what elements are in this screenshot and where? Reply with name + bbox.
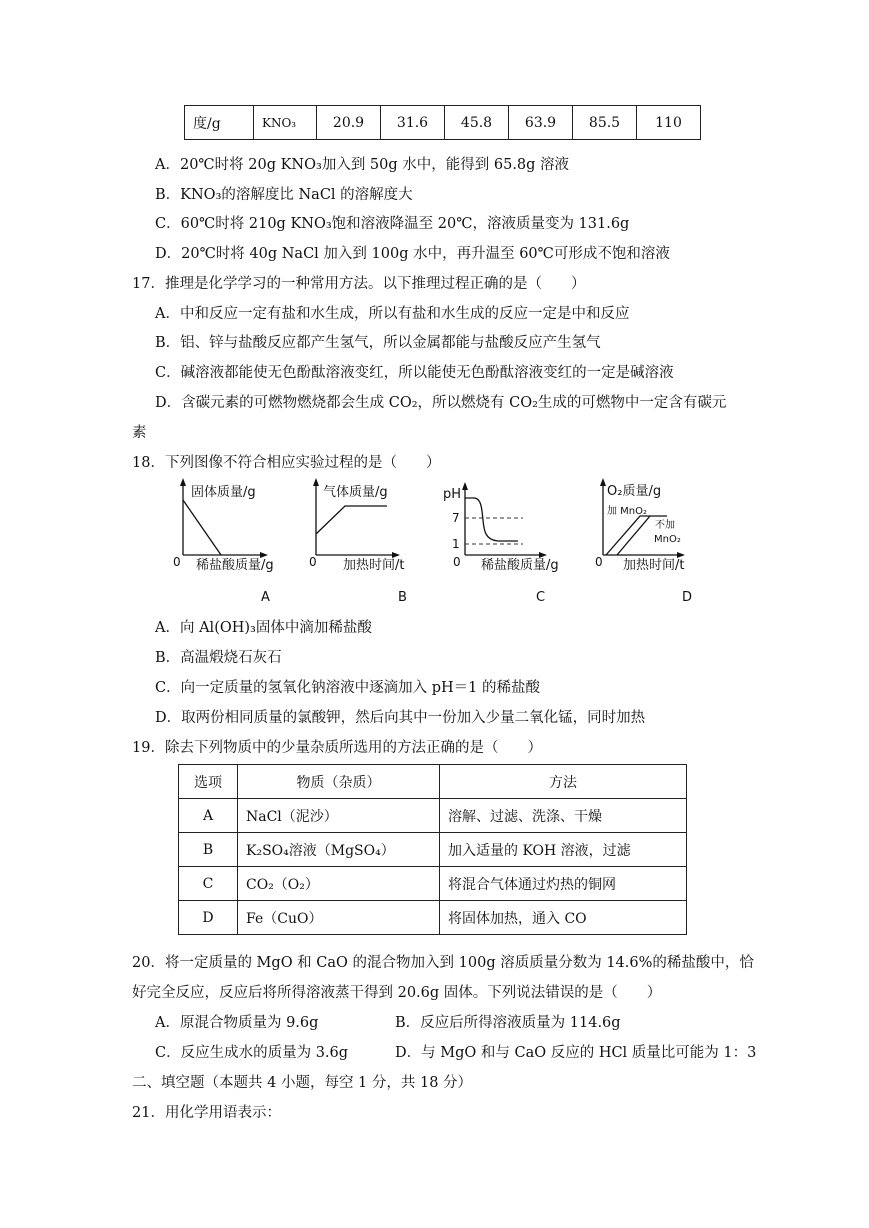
graph-d-letter: D xyxy=(682,590,693,605)
header-cell: 选项 xyxy=(179,765,238,799)
graph-a-ylabel: 固体质量/g xyxy=(191,485,256,500)
q17-option-c: C．碱溶液都能使无色酚酞溶液变红，所以能使无色酚酞溶液变红的一定是碱溶液 xyxy=(155,365,674,381)
header-cell: 方法 xyxy=(440,765,687,799)
graph-d-line-without-catalyst xyxy=(617,516,650,555)
q16-option-d: D．20℃时将 40g NaCl 加入到 100g 水中，再升温至 60℃可形成不饱和溶液 xyxy=(155,246,670,262)
table-cell: K₂SO₄溶液（MgSO₄） xyxy=(238,833,440,867)
graph-b-xlabel: 加热时间/t xyxy=(343,558,405,573)
q18-option-b: B．高温煅烧石灰石 xyxy=(155,650,282,666)
graph-c-curve xyxy=(465,498,518,541)
graph-c-tick-7: 7 xyxy=(452,511,460,525)
table-cell: A xyxy=(179,799,238,833)
graph-a-xlabel: 稀盐酸质量/g xyxy=(196,558,274,573)
q20-option-d: D．与 MgO 和与 CaO 反应的 HCl 质量比可能为 1：3 xyxy=(395,1045,757,1061)
q18-option-a: A．向 Al(OH)₃固体中滴加稀盐酸 xyxy=(155,620,372,636)
graph-c-tick-1: 1 xyxy=(452,537,460,551)
graph-d xyxy=(595,478,692,605)
table-cell: CO₂（O₂） xyxy=(238,867,440,901)
graph-d-origin: 0 xyxy=(595,555,603,569)
q17-option-a: A．中和反应一定有盐和水生成，所以有盐和水生成的反应一定是中和反应 xyxy=(155,306,630,322)
q18-graphs xyxy=(0,476,869,616)
graph-d-label-with: 加 MnO₂ xyxy=(607,506,648,517)
graph-b xyxy=(309,478,407,605)
graph-c-origin: 0 xyxy=(453,555,461,569)
graph-b-origin: 0 xyxy=(309,555,317,569)
cell: 度/g xyxy=(185,106,254,140)
section-heading: 二、填空题（本题共 4 小题，每空 1 分，共 18 分） xyxy=(132,1075,473,1091)
cell: 31.6 xyxy=(381,106,445,140)
q19-table xyxy=(178,764,687,935)
graph-c-xlabel: 稀盐酸质量/g xyxy=(481,558,559,573)
cell: 63.9 xyxy=(509,106,573,140)
cell: KNO₃ xyxy=(254,106,317,140)
q16-option-c: C．60℃时将 210g KNO₃饱和溶液降温至 20℃，溶液质量变为 131.6g xyxy=(155,216,630,232)
table-cell: B xyxy=(179,833,238,867)
q20-line-2: 好完全反应，反应后将所得溶液蒸干得到 20.6g 固体。下列说法错误的是（ ） xyxy=(132,985,662,1001)
table-cell: NaCl（泥沙） xyxy=(238,799,440,833)
cell: 85.5 xyxy=(573,106,637,140)
table-cell: 将固体加热，通入 CO xyxy=(440,901,687,935)
table-cell: 将混合气体通过灼热的铜网 xyxy=(440,867,687,901)
graph-c-ylabel: pH xyxy=(443,487,462,502)
graph-a xyxy=(173,478,274,605)
graph-d-xlabel: 加热时间/t xyxy=(623,558,685,573)
graph-d-ylabel: O₂质量/g xyxy=(607,484,662,499)
cell: 45.8 xyxy=(445,106,509,140)
graph-a-line xyxy=(183,500,221,555)
graph-c-letter: C xyxy=(536,590,546,605)
q20-line-1: 20．将一定质量的 MgO 和 CaO 的混合物加入到 100g 溶质质量分数为 14.6%的稀盐酸中，恰 xyxy=(132,955,754,971)
graph-b-letter: B xyxy=(398,590,407,605)
cell: 20.9 xyxy=(317,106,381,140)
q16-option-b: B．KNO₃的溶解度比 NaCl 的溶解度大 xyxy=(155,187,413,203)
q18-option-c: C．向一定质量的氢氧化钠溶液中逐滴加入 pH＝1 的稀盐酸 xyxy=(155,680,540,696)
q17-stem: 17．推理是化学学习的一种常用方法。以下推理过程正确的是（ ） xyxy=(132,276,586,292)
q20-option-c: C．反应生成水的质量为 3.6g xyxy=(155,1045,349,1061)
graph-b-ylabel: 气体质量/g xyxy=(323,485,388,500)
graph-d-label-without-2: MnO₂ xyxy=(654,534,681,545)
table-cell: Fe（CuO） xyxy=(238,901,440,935)
header-cell: 物质（杂质） xyxy=(238,765,440,799)
q20-option-a: A．原混合物质量为 9.6g xyxy=(155,1015,319,1031)
q21-stem: 21．用化学用语表示： xyxy=(132,1105,281,1121)
graph-a-letter: A xyxy=(261,590,270,605)
q18-stem: 18．下列图像不符合相应实验过程的是（ ） xyxy=(132,455,441,471)
q18-option-d: D．取两份相同质量的氯酸钾，然后向其中一份加入少量二氧化锰，同时加热 xyxy=(155,710,646,726)
cell: 110 xyxy=(637,106,701,140)
table-cell: 溶解、过滤、洗涤、干燥 xyxy=(440,799,687,833)
table-cell: C xyxy=(179,867,238,901)
solubility-table xyxy=(184,105,701,140)
graph-b-line xyxy=(316,506,387,534)
q19-stem: 19．除去下列物质中的少量杂质所选用的方法正确的是（ ） xyxy=(132,740,542,756)
q16-option-a: A．20℃时将 20g KNO₃加入到 50g 水中，能得到 65.8g 溶液 xyxy=(155,157,570,173)
q20-option-b: B．反应后所得溶液质量为 114.6g xyxy=(395,1015,621,1031)
table-cell: 加入适量的 KOH 溶液，过滤 xyxy=(440,833,687,867)
q17-option-b: B．铝、锌与盐酸反应都产生氢气，所以金属都能与盐酸反应产生氢气 xyxy=(155,335,601,351)
graph-c xyxy=(443,482,559,605)
graph-d-label-without-1: 不加 xyxy=(655,520,675,531)
graph-a-origin: 0 xyxy=(173,555,181,569)
table-cell: D xyxy=(179,901,238,935)
q17-option-d: D．含碳元素的可燃物燃烧都会生成 CO₂，所以燃烧有 CO₂生成的可燃物中一定含有碳元 xyxy=(155,395,727,411)
q17-option-d-wrap: 素 xyxy=(132,425,147,441)
